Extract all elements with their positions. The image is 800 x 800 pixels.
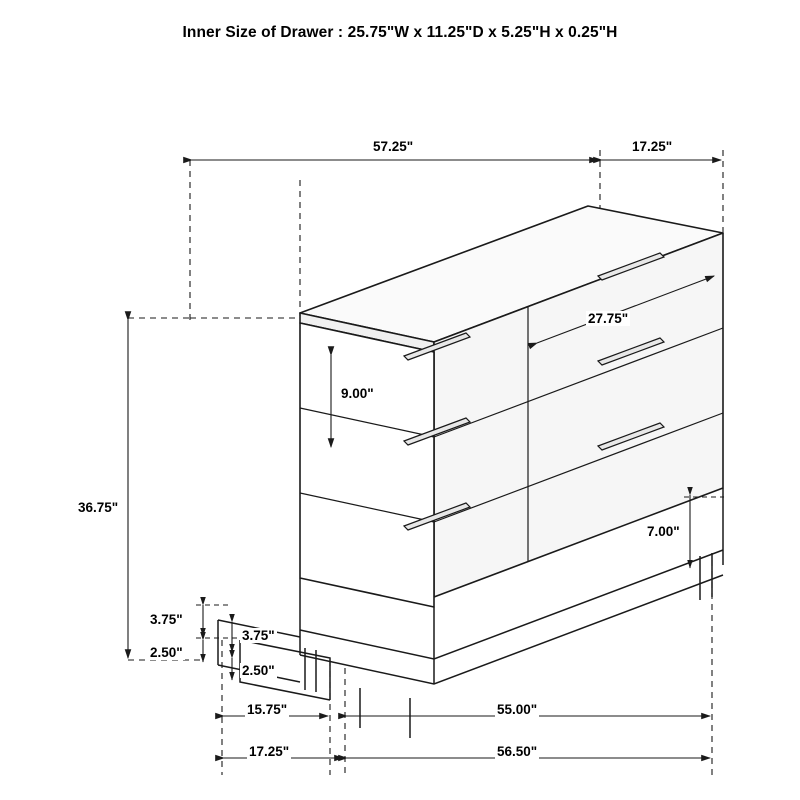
dim-label-base-gap-left-2: 2.50" bbox=[150, 645, 183, 660]
dim-label-drawer-height: 9.00" bbox=[341, 386, 374, 401]
dim-label-total-height: 36.75" bbox=[78, 500, 119, 515]
dim-label-width-top: 57.25" bbox=[373, 139, 414, 154]
dim-label-leg-height: 7.00" bbox=[647, 524, 680, 539]
dim-label-depth-top: 17.25" bbox=[632, 139, 673, 154]
dim-label-outer-depth: 17.25" bbox=[249, 744, 290, 759]
dim-label-base-gap-inner: 3.75" bbox=[242, 628, 275, 643]
dresser-body bbox=[300, 206, 723, 607]
dim-label-base-gap-left: 3.75" bbox=[150, 612, 183, 627]
dim-label-drawer-width: 27.75" bbox=[588, 311, 629, 326]
page-title: Inner Size of Drawer : 25.75"W x 11.25"D x 5.25"H x 0.25"H bbox=[182, 24, 618, 41]
dim-label-base-depth: 15.75" bbox=[247, 702, 288, 717]
dim-label-outer-width: 56.50" bbox=[497, 744, 538, 759]
dim-label-base-gap-inner-2: 2.50" bbox=[242, 663, 275, 678]
dim-label-base-width: 55.00" bbox=[497, 702, 538, 717]
